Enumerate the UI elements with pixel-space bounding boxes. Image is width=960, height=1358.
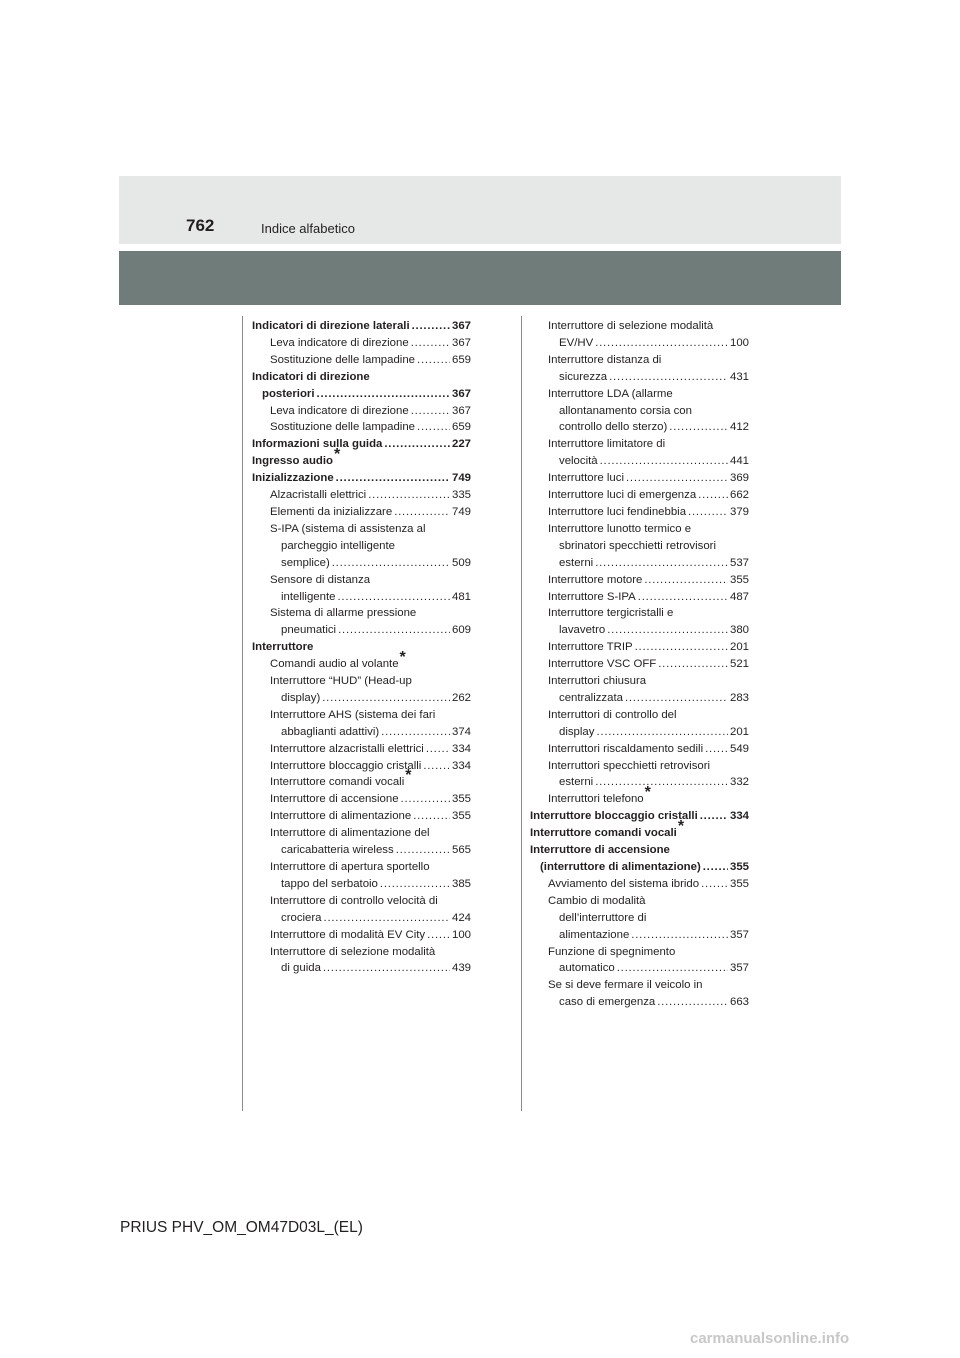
- index-entry: [530, 994, 749, 1011]
- index-entry: [252, 927, 471, 944]
- dot-leader: [336, 470, 450, 487]
- index-entry-label: Interruttore luci fendinebbia: [548, 505, 687, 518]
- dot-leader: [417, 352, 450, 369]
- index-entry-page: 374: [451, 725, 471, 738]
- index-entry: [252, 910, 471, 927]
- index-entry: [530, 555, 749, 572]
- index-entry-label: abbaglianti adattivi): [281, 725, 380, 738]
- index-entry-page: 609: [451, 624, 471, 637]
- index-entry-page: 385: [451, 877, 471, 890]
- index-entry-label: Interruttori di controllo del: [548, 708, 677, 721]
- index-entry-page: 549: [729, 742, 749, 755]
- index-entry-page: 663: [729, 996, 749, 1009]
- index-entry: [252, 639, 471, 656]
- index-entry: [530, 622, 749, 639]
- watermark: carmanualsonline.info: [690, 1330, 850, 1347]
- index-entry-page: 355: [451, 793, 471, 806]
- index-entry: [530, 369, 749, 386]
- index-entry-label: Interruttore di modalità EV City: [270, 928, 426, 941]
- index-entry-label: Interruttore di alimentazione: [270, 810, 412, 823]
- index-entry-label: Interruttore LDA (allarme: [548, 387, 673, 400]
- index-entry-label: Interruttori specchietti retrovisori: [548, 759, 711, 772]
- index-entry-label: automatico: [559, 962, 615, 975]
- dot-leader: [595, 335, 728, 352]
- dot-leader: [411, 335, 450, 352]
- index-entry-label: velocità: [559, 455, 598, 468]
- index-entry: [530, 774, 749, 791]
- dot-leader: [705, 741, 728, 758]
- index-entry-page: 412: [729, 421, 749, 434]
- index-entry: [252, 960, 471, 977]
- left-column-rule: [242, 316, 243, 1111]
- dot-leader: [595, 555, 728, 572]
- dot-leader: [413, 808, 450, 825]
- index-entry-label: EV/HV: [559, 336, 594, 349]
- index-entry: [252, 555, 471, 572]
- index-entry-label: Indicatori di direzione laterali: [252, 320, 410, 332]
- index-entry-label: Interruttore tergicristalli e: [548, 607, 674, 620]
- index-entry: [530, 386, 749, 403]
- index-entry-label: Interruttore “HUD” (Head-up: [270, 675, 412, 688]
- index-entry-label: Interruttore: [252, 641, 314, 654]
- dot-leader: [669, 419, 728, 436]
- index-entry: [252, 622, 471, 639]
- index-entry-label: Interruttore di accensione: [530, 844, 670, 857]
- index-entry: [530, 818, 749, 842]
- index-entry: [530, 419, 749, 436]
- index-entry-page: 100: [451, 928, 471, 941]
- index-entry-label: alimentazione: [559, 928, 630, 941]
- dot-leader: [600, 453, 728, 470]
- index-entry: [252, 318, 471, 335]
- dot-leader: [658, 656, 728, 673]
- index-entry-label: esterni: [559, 556, 594, 569]
- index-entry: [252, 605, 471, 622]
- index-entry-page: 367: [451, 336, 471, 349]
- index-entry-page: 357: [729, 928, 749, 941]
- index-entry-label: Avviamento del sistema ibrido: [548, 877, 700, 890]
- index-entry: [530, 639, 749, 656]
- index-entry-label: esterni: [559, 776, 594, 789]
- index-entry-label: controllo dello sterzo): [559, 421, 668, 434]
- index-entry: [530, 859, 749, 876]
- index-entry: [530, 724, 749, 741]
- index-entry-label: Interruttore comandi vocali*: [270, 767, 412, 789]
- index-entry: [252, 673, 471, 690]
- index-entry-label: Ingresso audio*: [252, 446, 341, 468]
- index-entry: [530, 470, 749, 487]
- index-entry-label: Inizializzazione: [252, 472, 334, 485]
- index-entry: [530, 487, 749, 504]
- index-entry-label: Sostituzione delle lampadine: [270, 421, 416, 434]
- index-entry: [530, 318, 749, 335]
- dot-leader: [688, 504, 728, 521]
- index-entry-label: allontanamento corsia con: [559, 404, 692, 417]
- header-band: [119, 176, 841, 244]
- index-entry: [530, 876, 749, 893]
- index-column-right: [530, 318, 749, 1011]
- index-entry-page: 367: [451, 320, 471, 332]
- dot-leader: [635, 639, 728, 656]
- index-entry-page: 509: [451, 556, 471, 569]
- index-entry: [252, 504, 471, 521]
- index-entry-page: 749: [451, 472, 471, 485]
- dot-leader: [617, 960, 728, 977]
- index-entry-page: 662: [729, 489, 749, 502]
- index-entry: [252, 470, 471, 487]
- index-entry: [530, 673, 749, 690]
- index-entry-label: Interruttore alzacristalli elettrici: [270, 742, 424, 755]
- index-entry-label: Interruttori chiusura: [548, 675, 647, 688]
- index-entry-label: Interruttore luci: [548, 472, 624, 485]
- index-entry: [530, 977, 749, 994]
- index-entry-label: Interruttori riscaldamento sedili: [548, 742, 704, 755]
- index-entry: [530, 927, 749, 944]
- index-entry-label: Interruttore motore: [548, 573, 643, 586]
- index-entry-page: 100: [729, 336, 749, 349]
- dot-leader: [609, 369, 728, 386]
- index-entry-label: Interruttore di alimentazione del: [270, 827, 430, 840]
- index-entry-label: sicurezza: [559, 370, 608, 383]
- index-entry: [252, 649, 471, 673]
- index-entry-label: Sostituzione delle lampadine: [270, 353, 416, 366]
- dot-leader: [625, 690, 728, 707]
- dot-leader: [417, 419, 450, 436]
- index-entry-page: 334: [729, 810, 749, 823]
- index-entry: [252, 825, 471, 842]
- index-entry-label: display): [281, 691, 321, 704]
- dot-leader: [595, 774, 728, 791]
- index-entry-label: Interruttore bloccaggio cristalli: [270, 759, 422, 772]
- index-entry: [252, 352, 471, 369]
- index-entry: [252, 741, 471, 758]
- index-entry: [252, 707, 471, 724]
- index-entry-label: pneumatici: [281, 624, 337, 637]
- dot-leader: [322, 690, 450, 707]
- dot-leader: [657, 994, 728, 1011]
- dot-leader: [332, 555, 450, 572]
- index-entry-page: 335: [451, 489, 471, 502]
- index-entry: [530, 538, 749, 555]
- index-entry: [530, 960, 749, 977]
- header-dark-bar: [119, 251, 841, 305]
- index-entry-label: Alzacristalli elettrici: [270, 489, 367, 502]
- dot-leader: [338, 622, 450, 639]
- index-entry-page: 369: [729, 472, 749, 485]
- index-entry-page: 332: [729, 776, 749, 789]
- index-entry: [252, 335, 471, 352]
- index-entry-label: Leva indicatore di direzione: [270, 336, 409, 349]
- index-entry: [530, 656, 749, 673]
- index-entry-page: 355: [729, 877, 749, 890]
- index-entry-label: Interruttore distanza di: [548, 353, 662, 366]
- dot-leader: [426, 741, 450, 758]
- index-entry: [252, 724, 471, 741]
- footer-model-code: PRIUS PHV_OM_OM47D03L_(EL): [120, 1219, 363, 1236]
- dot-leader: [427, 927, 450, 944]
- dot-leader: [638, 589, 728, 606]
- index-entry: [530, 784, 749, 808]
- index-entry-label: centralizzata: [559, 691, 623, 704]
- index-entry-label: Interruttore lunotto termico e: [548, 522, 692, 535]
- index-entry-label: Cambio di modalità: [548, 894, 646, 907]
- index-entry: [252, 758, 471, 775]
- index-entry-label: Sistema di allarme pressione: [270, 607, 417, 620]
- index-entry: [252, 893, 471, 910]
- index-entry: [252, 944, 471, 961]
- index-entry-label: Interruttore limitatore di: [548, 438, 666, 451]
- index-entry-label: Sensore di distanza: [270, 573, 371, 586]
- index-entry-page: 749: [451, 505, 471, 518]
- index-entry: [252, 446, 471, 470]
- index-entry-label: caricabatteria wireless: [281, 844, 394, 857]
- index-entry-page: 367: [451, 404, 471, 417]
- index-entry-label: Interruttori telefono*: [548, 784, 651, 806]
- index-entry-label: Interruttore bloccaggio cristalli: [530, 810, 698, 823]
- index-entry-page: 283: [729, 691, 749, 704]
- index-entry-label: Interruttore di controllo velocità di: [270, 894, 438, 907]
- index-entry-page: 355: [729, 573, 749, 586]
- index-entry-label: Informazioni sulla guida: [252, 438, 383, 451]
- index-entry: [530, 758, 749, 775]
- index-entry: [252, 436, 471, 453]
- index-entry-label: parcheggio intelligente: [281, 539, 395, 552]
- section-title: Indice alfabetico: [261, 221, 355, 236]
- index-entry-label: Interruttore S-IPA: [548, 590, 636, 603]
- index-entry-label: Interruttore TRIP: [548, 641, 633, 654]
- dot-leader: [401, 791, 450, 808]
- dot-leader: [384, 436, 450, 453]
- index-entry-page: 424: [451, 911, 471, 924]
- index-entry: [252, 403, 471, 420]
- index-entry-label: Leva indicatore di direzione: [270, 404, 409, 417]
- index-entry-page: 355: [729, 861, 749, 873]
- dot-leader: [394, 504, 450, 521]
- index-entry: [252, 386, 471, 403]
- index-entry-page: 537: [729, 556, 749, 569]
- index-entry: [530, 741, 749, 758]
- index-entry: [252, 767, 471, 791]
- index-entry: [530, 808, 749, 825]
- index-entry-page: 334: [451, 742, 471, 755]
- index-column-left: [252, 318, 471, 977]
- index-entry-page: 357: [729, 962, 749, 975]
- index-entry-label: intelligente: [281, 590, 336, 603]
- dot-leader: [337, 589, 450, 606]
- dot-leader: [380, 876, 450, 893]
- index-entry: [252, 521, 471, 538]
- index-entry: [252, 690, 471, 707]
- index-entry-label: di guida: [281, 962, 321, 975]
- index-entry: [252, 487, 471, 504]
- index-entry: [252, 589, 471, 606]
- index-entry: [530, 589, 749, 606]
- dot-leader: [368, 487, 450, 504]
- index-entry-label: Interruttore VSC OFF: [548, 658, 657, 671]
- index-entry-label: caso di emergenza: [559, 996, 656, 1009]
- dot-leader: [701, 876, 728, 893]
- index-entry: [530, 707, 749, 724]
- index-entry: [530, 352, 749, 369]
- index-entry-label: crociera: [281, 911, 322, 924]
- index-entry: [252, 859, 471, 876]
- index-entry: [530, 436, 749, 453]
- footnote-star-icon: *: [644, 784, 651, 802]
- index-entry-page: 487: [729, 590, 749, 603]
- index-entry: [530, 403, 749, 420]
- page-number: 762: [186, 216, 215, 235]
- index-entry-label: Se si deve fermare il veicolo in: [548, 979, 703, 992]
- index-entry-label: Interruttore AHS (sistema dei fari: [270, 708, 436, 721]
- dot-leader: [631, 927, 728, 944]
- footnote-star-icon: *: [677, 818, 685, 836]
- dot-leader: [323, 960, 450, 977]
- index-entry-label: Interruttore di accensione: [270, 793, 399, 806]
- dot-leader: [317, 386, 450, 403]
- index-entry-page: 355: [451, 810, 471, 823]
- index-entry-page: 659: [451, 353, 471, 366]
- dot-leader: [396, 842, 450, 859]
- index-entry: [530, 690, 749, 707]
- index-entry-page: 521: [729, 658, 749, 671]
- index-entry-page: 227: [451, 438, 471, 451]
- index-entry: [530, 504, 749, 521]
- index-entry: [252, 419, 471, 436]
- dot-leader: [700, 808, 728, 825]
- index-entry-label: Interruttore luci di emergenza: [548, 489, 697, 502]
- index-entry-page: 439: [451, 962, 471, 975]
- index-entry-page: 441: [729, 455, 749, 468]
- index-entry-label: Interruttore di selezione modalità: [548, 320, 714, 332]
- index-entry: [252, 842, 471, 859]
- dot-leader: [324, 910, 450, 927]
- dot-leader: [626, 470, 728, 487]
- footnote-star-icon: *: [399, 649, 406, 667]
- index-entry-label: Funzione di spegnimento: [548, 945, 676, 958]
- index-entry: [252, 538, 471, 555]
- index-entry: [530, 572, 749, 589]
- index-entry: [530, 605, 749, 622]
- index-entry: [530, 893, 749, 910]
- right-column-rule: [521, 316, 522, 1111]
- index-entry-page: 334: [451, 759, 471, 772]
- index-entry-page: 380: [729, 624, 749, 637]
- index-entry-page: 262: [451, 691, 471, 704]
- index-entry-label: (interruttore di alimentazione): [540, 861, 701, 873]
- dot-leader: [703, 859, 728, 876]
- index-entry-label: Interruttore di selezione modalità: [270, 945, 436, 958]
- index-entry-page: 379: [729, 505, 749, 518]
- dot-leader: [411, 403, 450, 420]
- dot-leader: [412, 318, 450, 335]
- index-entry: [530, 335, 749, 352]
- index-entry-label: sbrinatori specchietti retrovisori: [559, 539, 716, 552]
- index-entry-label: posteriori: [262, 387, 315, 400]
- index-entry-label: semplice): [281, 556, 330, 569]
- index-entry: [530, 842, 749, 859]
- dot-leader: [596, 724, 728, 741]
- dot-leader: [381, 724, 450, 741]
- dot-leader: [607, 622, 728, 639]
- footnote-star-icon: *: [334, 446, 341, 464]
- index-entry: [252, 572, 471, 589]
- index-entry-label: Comandi audio al volante*: [270, 649, 406, 671]
- index-entry-page: 431: [729, 370, 749, 383]
- index-entry: [530, 944, 749, 961]
- index-entry-page: 367: [451, 387, 471, 400]
- index-entry-page: 659: [451, 421, 471, 434]
- index-entry: [530, 910, 749, 927]
- index-entry-page: 201: [729, 641, 749, 654]
- index-entry-page: 565: [451, 844, 471, 857]
- index-entry: [530, 453, 749, 470]
- index-entry: [252, 369, 471, 386]
- index-entry-label: dell’interruttore di: [559, 911, 647, 924]
- index-entry: [252, 791, 471, 808]
- index-entry-page: 201: [729, 725, 749, 738]
- index-entry-page: 481: [451, 590, 471, 603]
- footnote-star-icon: *: [405, 767, 412, 785]
- dot-leader: [644, 572, 728, 589]
- index-entry-label: lavavetro: [559, 624, 606, 637]
- dot-leader: [423, 758, 450, 775]
- index-entry: [252, 876, 471, 893]
- index-entry: [530, 521, 749, 538]
- index-entry-label: display: [559, 725, 595, 738]
- index-entry-label: Interruttore di apertura sportello: [270, 861, 430, 873]
- index-entry-label: S-IPA (sistema di assistenza al: [270, 522, 426, 535]
- index-entry-label: tappo del serbatoio: [281, 877, 378, 890]
- index-entry-label: Interruttore comandi vocali*: [530, 818, 685, 840]
- dot-leader: [698, 487, 728, 504]
- index-entry-label: Indicatori di direzione: [252, 370, 370, 383]
- index-entry: [252, 808, 471, 825]
- index-entry-label: Elementi da inizializzare: [270, 505, 393, 518]
